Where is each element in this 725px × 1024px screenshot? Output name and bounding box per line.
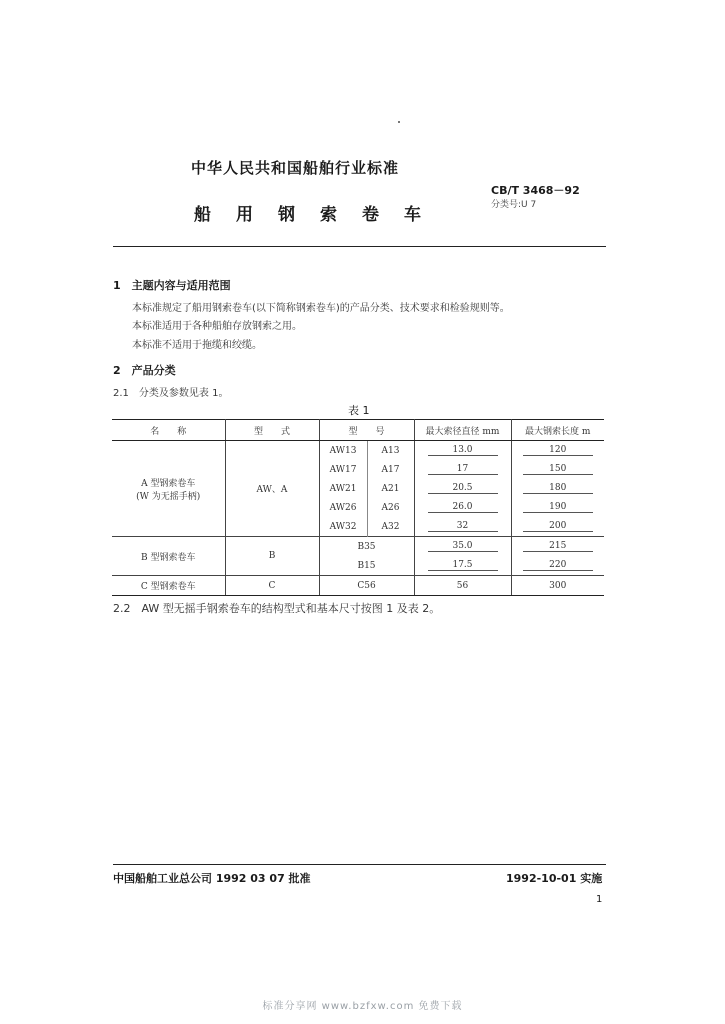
max-diameter-value: 26.0 — [428, 502, 498, 513]
header-rule — [113, 246, 606, 247]
model-b: B35 — [319, 537, 414, 557]
max-length-value: 190 — [523, 502, 593, 513]
effective-date: 1992-10-01 实施 — [506, 872, 603, 885]
max-diameter — [414, 556, 511, 576]
standard-code: CB/T 3468－92 — [491, 184, 580, 197]
model-a: A26 — [367, 498, 414, 517]
max-length-value: 215 — [523, 541, 593, 552]
max-length — [511, 517, 604, 537]
table-row — [112, 441, 604, 461]
speck-mark — [398, 121, 400, 123]
model-aw: AW32 — [319, 517, 367, 537]
section-1-line-1: 本标准规定了船用钢索卷车(以下简称钢索卷车)的产品分类、技术要求和检验规则等。 — [132, 303, 510, 314]
group-b-type: B — [225, 537, 319, 576]
table-caption: 表 1 — [348, 404, 370, 417]
max-diameter-value: 17 — [428, 464, 498, 475]
max-length — [511, 460, 604, 479]
group-a-name-line-2: (W 为无摇手柄) — [136, 491, 201, 502]
max-length-value: 150 — [523, 464, 593, 475]
model-aw: AW26 — [319, 498, 367, 517]
header-name: 名 称 — [112, 420, 225, 441]
max-diameter-value: 20.5 — [428, 483, 498, 494]
model-a: A21 — [367, 479, 414, 498]
section-1-line-3: 本标准不适用于拖缆和绞缆。 — [132, 340, 262, 351]
max-length-value: 200 — [523, 521, 593, 532]
max-diameter — [414, 517, 511, 537]
model-aw: AW13 — [319, 441, 367, 461]
max-diameter-value: 32 — [428, 521, 498, 532]
approval-text: 中国船舶工业总公司 1992 03 07 批准 — [113, 872, 311, 885]
org-title: 中华人民共和国船舶行业标准 — [191, 159, 400, 177]
model-a: A32 — [367, 517, 414, 537]
section-1-line-2: 本标准适用于各种船舶存放钢索之用。 — [132, 321, 302, 332]
header-max-length: 最大钢索长度 m — [511, 420, 604, 441]
section-1-heading: 1 主题内容与适用范围 — [113, 279, 231, 292]
max-length-value: 180 — [523, 483, 593, 494]
max-diameter — [414, 441, 511, 461]
max-length-value: 220 — [523, 560, 593, 571]
group-a-name — [112, 441, 225, 537]
max-length — [511, 441, 604, 461]
max-length-value: 120 — [523, 445, 593, 456]
max-diameter-value: 13.0 — [428, 445, 498, 456]
header-max-diameter: 最大索径直径 mm — [414, 420, 511, 441]
max-diameter-value: 17.5 — [428, 560, 498, 571]
classification-number: 分类号:U 7 — [491, 200, 537, 210]
section-2-heading: 2 产品分类 — [113, 364, 176, 377]
table-header-row — [112, 420, 604, 441]
site-watermark: 标准分享网 www.bzfxw.com 免费下载 — [262, 1001, 463, 1012]
header-type: 型 式 — [225, 420, 319, 441]
max-diameter: 56 — [414, 576, 511, 596]
footer-rule — [113, 864, 606, 865]
model-aw: AW21 — [319, 479, 367, 498]
model-a: A17 — [367, 460, 414, 479]
page-number: 1 — [596, 894, 603, 905]
max-diameter — [414, 537, 511, 557]
group-c-name: C 型钢索卷车 — [112, 576, 225, 596]
model-aw: AW17 — [319, 460, 367, 479]
header-model: 型 号 — [319, 420, 414, 441]
group-b-name: B 型钢索卷车 — [112, 537, 225, 576]
model-a: A13 — [367, 441, 414, 461]
table-row — [112, 576, 604, 596]
max-diameter — [414, 460, 511, 479]
model-c: C56 — [319, 576, 414, 596]
document-title: 船用钢索卷车 — [194, 205, 446, 225]
max-length — [511, 537, 604, 557]
max-diameter — [414, 479, 511, 498]
max-length — [511, 556, 604, 576]
group-a-type: AW、A — [225, 441, 319, 537]
group-a-name-line-1: A 型钢索卷车 — [141, 478, 196, 489]
max-diameter — [414, 498, 511, 517]
section-2-2: 2.2 AW 型无摇手钢索卷车的结构型式和基本尺寸按图 1 及表 2。 — [113, 602, 441, 615]
max-length — [511, 498, 604, 517]
section-2-1: 2.1 分类及参数见表 1。 — [113, 388, 229, 399]
classification-table — [112, 419, 604, 596]
max-length: 300 — [511, 576, 604, 596]
model-b: B15 — [319, 556, 414, 576]
max-diameter-value: 35.0 — [428, 541, 498, 552]
group-c-type: C — [225, 576, 319, 596]
table-row — [112, 537, 604, 557]
max-length — [511, 479, 604, 498]
